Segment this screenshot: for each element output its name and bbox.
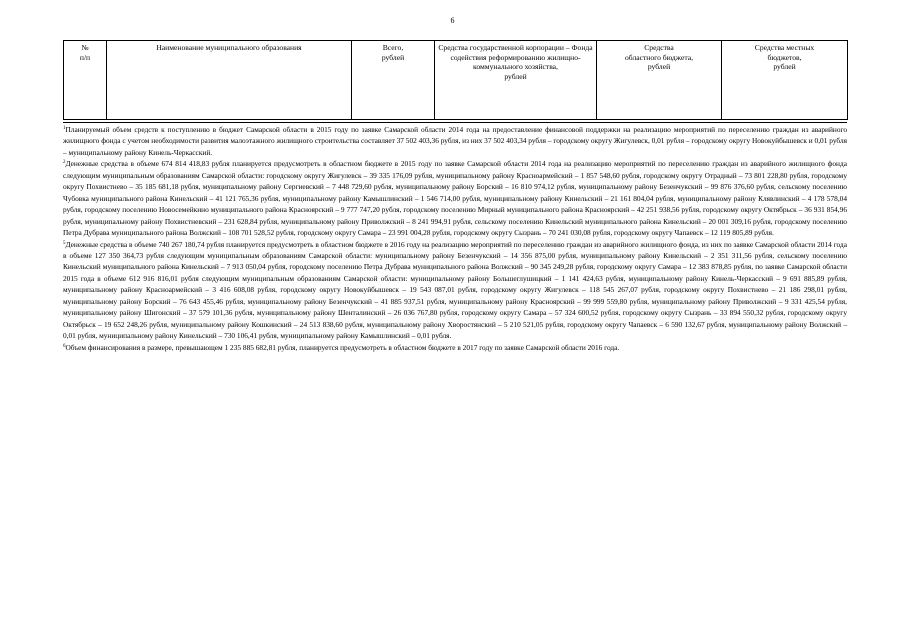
col-header-local-label: Средства местных бюджетов, рублей (754, 43, 815, 72)
table-header-row (64, 41, 848, 120)
footnote-marker: 2 (63, 160, 66, 166)
col-header-number (64, 41, 107, 120)
col-header-total (352, 41, 435, 120)
col-header-number-label: № п/п (79, 43, 91, 62)
footnote-text: Планируемый объем средств к поступлению в бюджет Самарской области в 2015 году по заявке Самарской области 2014 года на предоставление финансовой поддержки на реализацию мероприятий по переселению граждан из аварийного жилищного фонда с учетом необходимости развития малоэтажного жилищного строительства составляет 37 502 403,36 рубля, из них 37 502 403,34 рубля – городскому округу Жигулевск, 0,01 рубля – городскому округу Новокуйбышевск и 0,01 рубля – муниципальному району Кинель-Черкасский. (63, 125, 847, 157)
footnote-6 (63, 342, 847, 353)
footnote-marker: 1 (63, 126, 66, 131)
footnote-marker: 5 (63, 240, 66, 246)
footnote-5 (63, 239, 847, 342)
footnote-text: Денежные средства в объеме 674 814 418,83 рубля планируется предусмотреть в областном бюджете в 2015 году по заявке Самарской области 2014 года на реализацию мероприятий по переселению граждан из аварийного жилищного фонда следующим муниципальным образованиям Самарской области: городскому округу Жигулевск – 39 335 176,09 рубля, муниципальному району Красноармейский – 1 857 548,60 рубля, городскому округу Отрадный – 73 801 228,80 рубля, городскому округу Похвистнево – 35 185 681,18 рубля, муниципальному району Сергиевский – 7 448 729,60 рубля, муниципальному району Борский – 16 810 974,12 рубля, муниципальному району Безенчукский – 99 876 376,60 рубля, сельскому поселению Чубовка муниципального района Кинельский – 41 121 765,36 рубля, муниципальному району Камышлинский – 1 546 714,00 рубля, муниципальному району Кинельский – 21 161 804,04 рубля, муниципальному району Клявлинский – 4 178 578,04 рубля, городскому поселению Новосемейкино муниципального района Красноярский – 9 777 747,20 рубля, городскому поселению Мирный муниципального района Красноярский – 42 251 938,56 рубля, городскому округу Октябрьск – 36 931 854,96 рубля, муниципальному району Похвистневский – 231 628,84 рубля, муниципальному району Приволжский – 8 241 994,91 рубля, сельскому поселению Кинельский муниципального района Кинельский – 20 001 309,16 рубля, городскому поселению Петра Дубрава муниципального района Волжский – 108 701 528,52 рубля, городскому округу Самара – 23 991 004,28 рубля, городскому округу Сызрань – 70 241 030,08 рубля, городскому округу Чапаевск – 12 119 805,89 рубля. (63, 159, 847, 238)
col-header-fund-label: Средства государственной корпорации – Фонда содействия реформированию жилищно-коммунального хозяйства, рублей (438, 43, 593, 82)
col-header-municipality (107, 41, 352, 120)
col-header-municipality-label: Наименование муниципального образования (156, 43, 302, 52)
table-header (63, 40, 848, 120)
col-header-total-label: Всего, рублей (381, 43, 405, 62)
page-number: 6 (450, 16, 455, 25)
footnote-1 (63, 124, 847, 158)
footnote-text: Объем финансирования в размере, превышающем 1 235 885 682,81 рубля, планируется предусмотреть в областном бюджете в 2017 году по заявке Самарской области 2016 года. (65, 342, 620, 352)
col-header-local (722, 41, 848, 120)
footnote-separator (63, 122, 847, 123)
col-header-regional (597, 41, 722, 120)
footnote-marker: 6 (63, 343, 66, 349)
footnote-2 (63, 158, 847, 238)
footnotes (63, 124, 847, 353)
col-header-fund (435, 41, 597, 120)
footnote-text: Денежные средства в объеме 740 267 180,74 рубля планируется предусмотреть в областном бюджете в 2016 году на реализацию мероприятий по переселению граждан из аварийного жилищного фонда, из них по заявке Самарской области 2014 года в объеме 127 350 364,73 рубля следующим муниципальным образованиям Самарской области: муниципальному району Безенчукский – 14 356 875,00 рубля, муниципальному району Кинельский – 2 351 311,56 рубля, сельскому поселению Кинельский муниципального района Кинельский – 7 913 050,04 рубля, городскому поселению Петра Дубрава муниципального района Волжский – 90 345 249,28 рубля, городскому округу Самара – 12 383 878,85 рубля, по заявке Самарской области 2015 года в объеме 612 916 816,01 рубля следующим муниципальным образованиям Самарской области: муниципальному району Большеглушицкий – 1 141 424,63 рубля, муниципальному району Кинель-Черкасский – 9 691 885,89 рубля, муниципальному району Красноармейский – 3 416 608,08 рубля, городскому округу Новокуйбышевск – 19 543 087,01 рубля, городскому округу Жигулевск – 118 545 267,07 рубля, городскому округу Похвистнево – 21 186 298,01 рубля, муниципальному району Борский – 76 643 455,46 рубля, муниципальному району Безенчукский – 41 885 937,51 рубля, муниципальному району Красноярский – 99 999 559,80 рубля, муниципальному району Приволжский – 9 331 425,54 рубля, муниципальному району Шигонский – 37 579 101,36 рубля, муниципальному району Шенталинский – 26 036 767,80 рубля, городскому округу Самара – 57 324 600,52 рубля, городскому округу Сызрань – 33 894 550,32 рубля, городскому округу Октябрьск – 19 652 248,26 рубля, муниципальному району Кошкинский – 24 513 838,60 рубля, муниципальному району Хворостянский – 5 210 521,05 рубля, городскому округу Чапаевск – 6 590 132,67 рубля, муниципальному району Волжский – 0,01 рубля, муниципальному району Кинельский – 730 106,41 рубля, муниципальному району Камышлинский – 0,01 рубля. (63, 239, 847, 341)
col-header-regional-label: Средства областного бюджета, рублей (624, 43, 693, 72)
